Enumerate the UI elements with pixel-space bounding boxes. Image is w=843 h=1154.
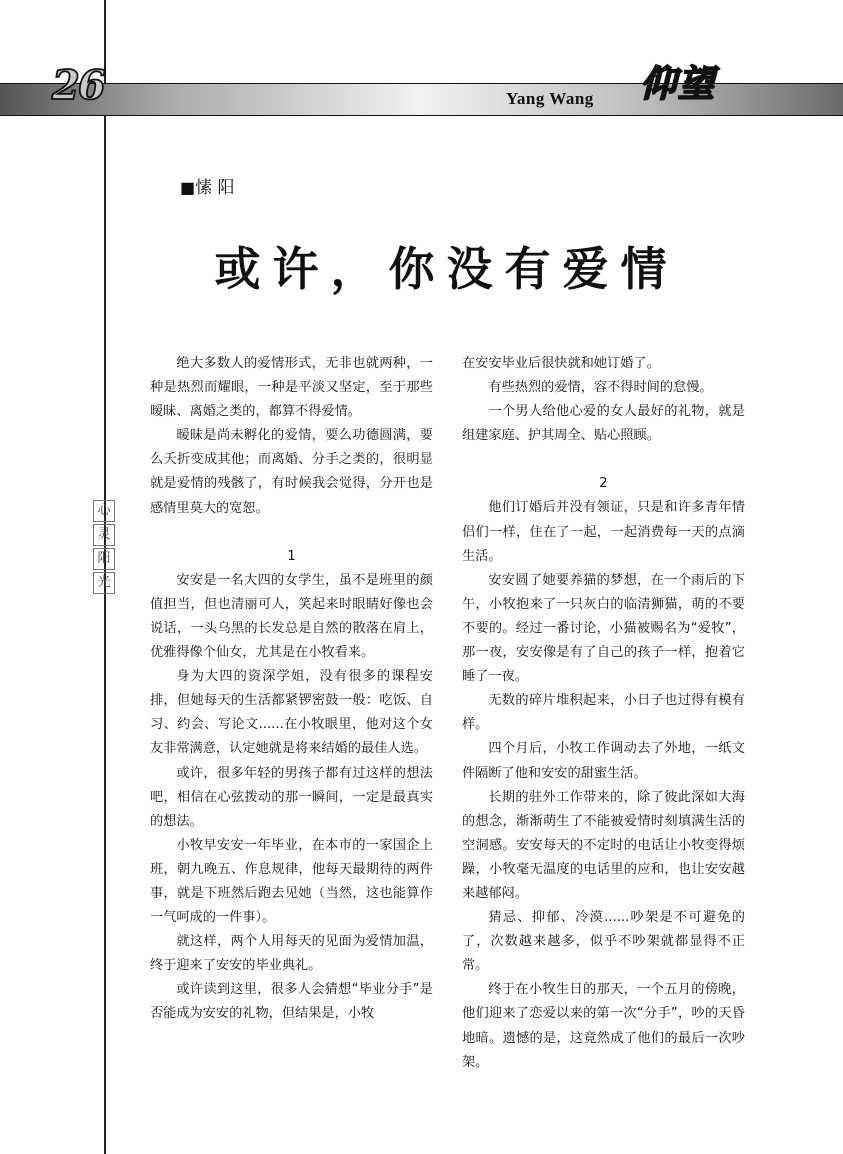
side-tab-char: 心 xyxy=(93,500,115,522)
paragraph: 一个男人给他心爱的女人最好的礼物，就是组建家庭、护其周全、贴心照顾。 xyxy=(462,404,745,444)
paragraph: 四个月后，小牧工作调动去了外地，一纸文件隔断了他和安安的甜蜜生活。 xyxy=(462,741,745,781)
article-title: 或许，你没有爱情 xyxy=(214,242,679,296)
paragraph: 安安圆了她要养猫的梦想，在一个雨后的下午，小牧抱来了一只灰白的临清狮猫，萌的不要不要的。经过一番讨论，小猫被赐名为“爱牧”，那一夜，安安像是有了自己的孩子一样，抱着它睡了一夜。 xyxy=(462,572,745,685)
paragraph: 长期的驻外工作带来的，除了彼此深如大海的想念，渐渐萌生了不能被爱情时刻填满生活的空洞感。安安每天的不定时的电话让小牧变得烦躁，小牧毫无温度的电话里的应和，也让安安越来越郁闷。 xyxy=(462,789,745,901)
header-band xyxy=(0,83,843,116)
paragraph: 或许，很多年轻的男孩子都有过这样的想法吧，相信在心弦拨动的那一瞬间，一定是最真实的想法。 xyxy=(150,765,433,829)
section-side-tab xyxy=(93,500,115,596)
author-marker: ■ xyxy=(180,178,196,197)
magazine-name-english: Yang Wang xyxy=(506,89,594,108)
paragraph: 有些热烈的爱情，容不得时间的怠慢。 xyxy=(488,380,713,396)
paragraph: 或许读到这里，很多人会猜想“毕业分手”是否能成为安安的礼物，但结果是，小牧 xyxy=(150,982,433,1022)
paragraph: 身为大四的资深学姐，没有很多的课程安排，但她每天的生活都紧锣密鼓一般：吃饭、自习、约会、写论文......在小牧眼里，他对这个女友非常满意，认定她就是将来结婚的最佳人选。 xyxy=(150,669,433,757)
right-column xyxy=(462,352,745,1075)
paragraph: 小牧早安安一年毕业，在本市的一家国企上班，朝九晚五、作息规律，他每天最期待的两件事，就是下班然后跑去见她（当然，这也能算作一气呵成的一件事）。 xyxy=(150,837,433,926)
paragraph: 就这样，两个人用每天的见面为爱情加温，终于迎来了安安的毕业典礼。 xyxy=(150,934,433,974)
author-name: 愫 阳 xyxy=(195,178,235,198)
paragraph: 在安安毕业后很快就和她订婚了。 xyxy=(462,356,660,371)
side-tab-char: 光 xyxy=(93,572,115,594)
page-number: 26 xyxy=(52,62,104,109)
paragraph: 安安是一名大四的女学生，虽不是班里的颜值担当，但也清丽可人，笑起来时眼睛好像也会说话，一头乌黑的长发总是自然的散落在肩上，优雅得像个仙女，尤其是在小牧看来。 xyxy=(150,572,433,661)
section-number: 1 xyxy=(287,548,296,564)
paragraph: 暧昧是尚未孵化的爱情，要么功德圆满，要么夭折变成其他；而离婚、分手之类的，很明显就是爱情的残骸了，有时候我会觉得，分开也是感情里莫大的宽恕。 xyxy=(150,428,433,516)
side-tab-char: 灵 xyxy=(93,524,115,546)
author-line xyxy=(180,173,235,198)
section-number: 2 xyxy=(599,476,608,492)
side-tab-char: 阳 xyxy=(93,548,115,570)
paragraph: 终于在小牧生日的那天，一个五月的傍晚，他们迎来了恋爱以来的第一次“分手”，吵的天昏地暗。遗憾的是，这竟然成了他们的最后一次吵架。 xyxy=(462,982,745,1070)
paragraph: 猜忌、抑郁、冷漠......吵架是不可避免的了，次数越来越多，似乎不吵架就都显得不正常。 xyxy=(462,910,745,974)
paragraph: 他们订婚后并没有领证，只是和许多青年情侣们一样，住在了一起，一起消费每一天的点滴生活。 xyxy=(462,500,745,564)
magazine-logo: 仰望 xyxy=(640,64,717,105)
paragraph: 绝大多数人的爱情形式，无非也就两种，一种是热烈而耀眼，一种是平淡又坚定，至于那些暧昧、离婚之类的，都算不得爱情。 xyxy=(150,356,433,420)
left-column xyxy=(150,352,433,1027)
paragraph: 无数的碎片堆积起来，小日子也过得有模有样。 xyxy=(462,693,745,733)
